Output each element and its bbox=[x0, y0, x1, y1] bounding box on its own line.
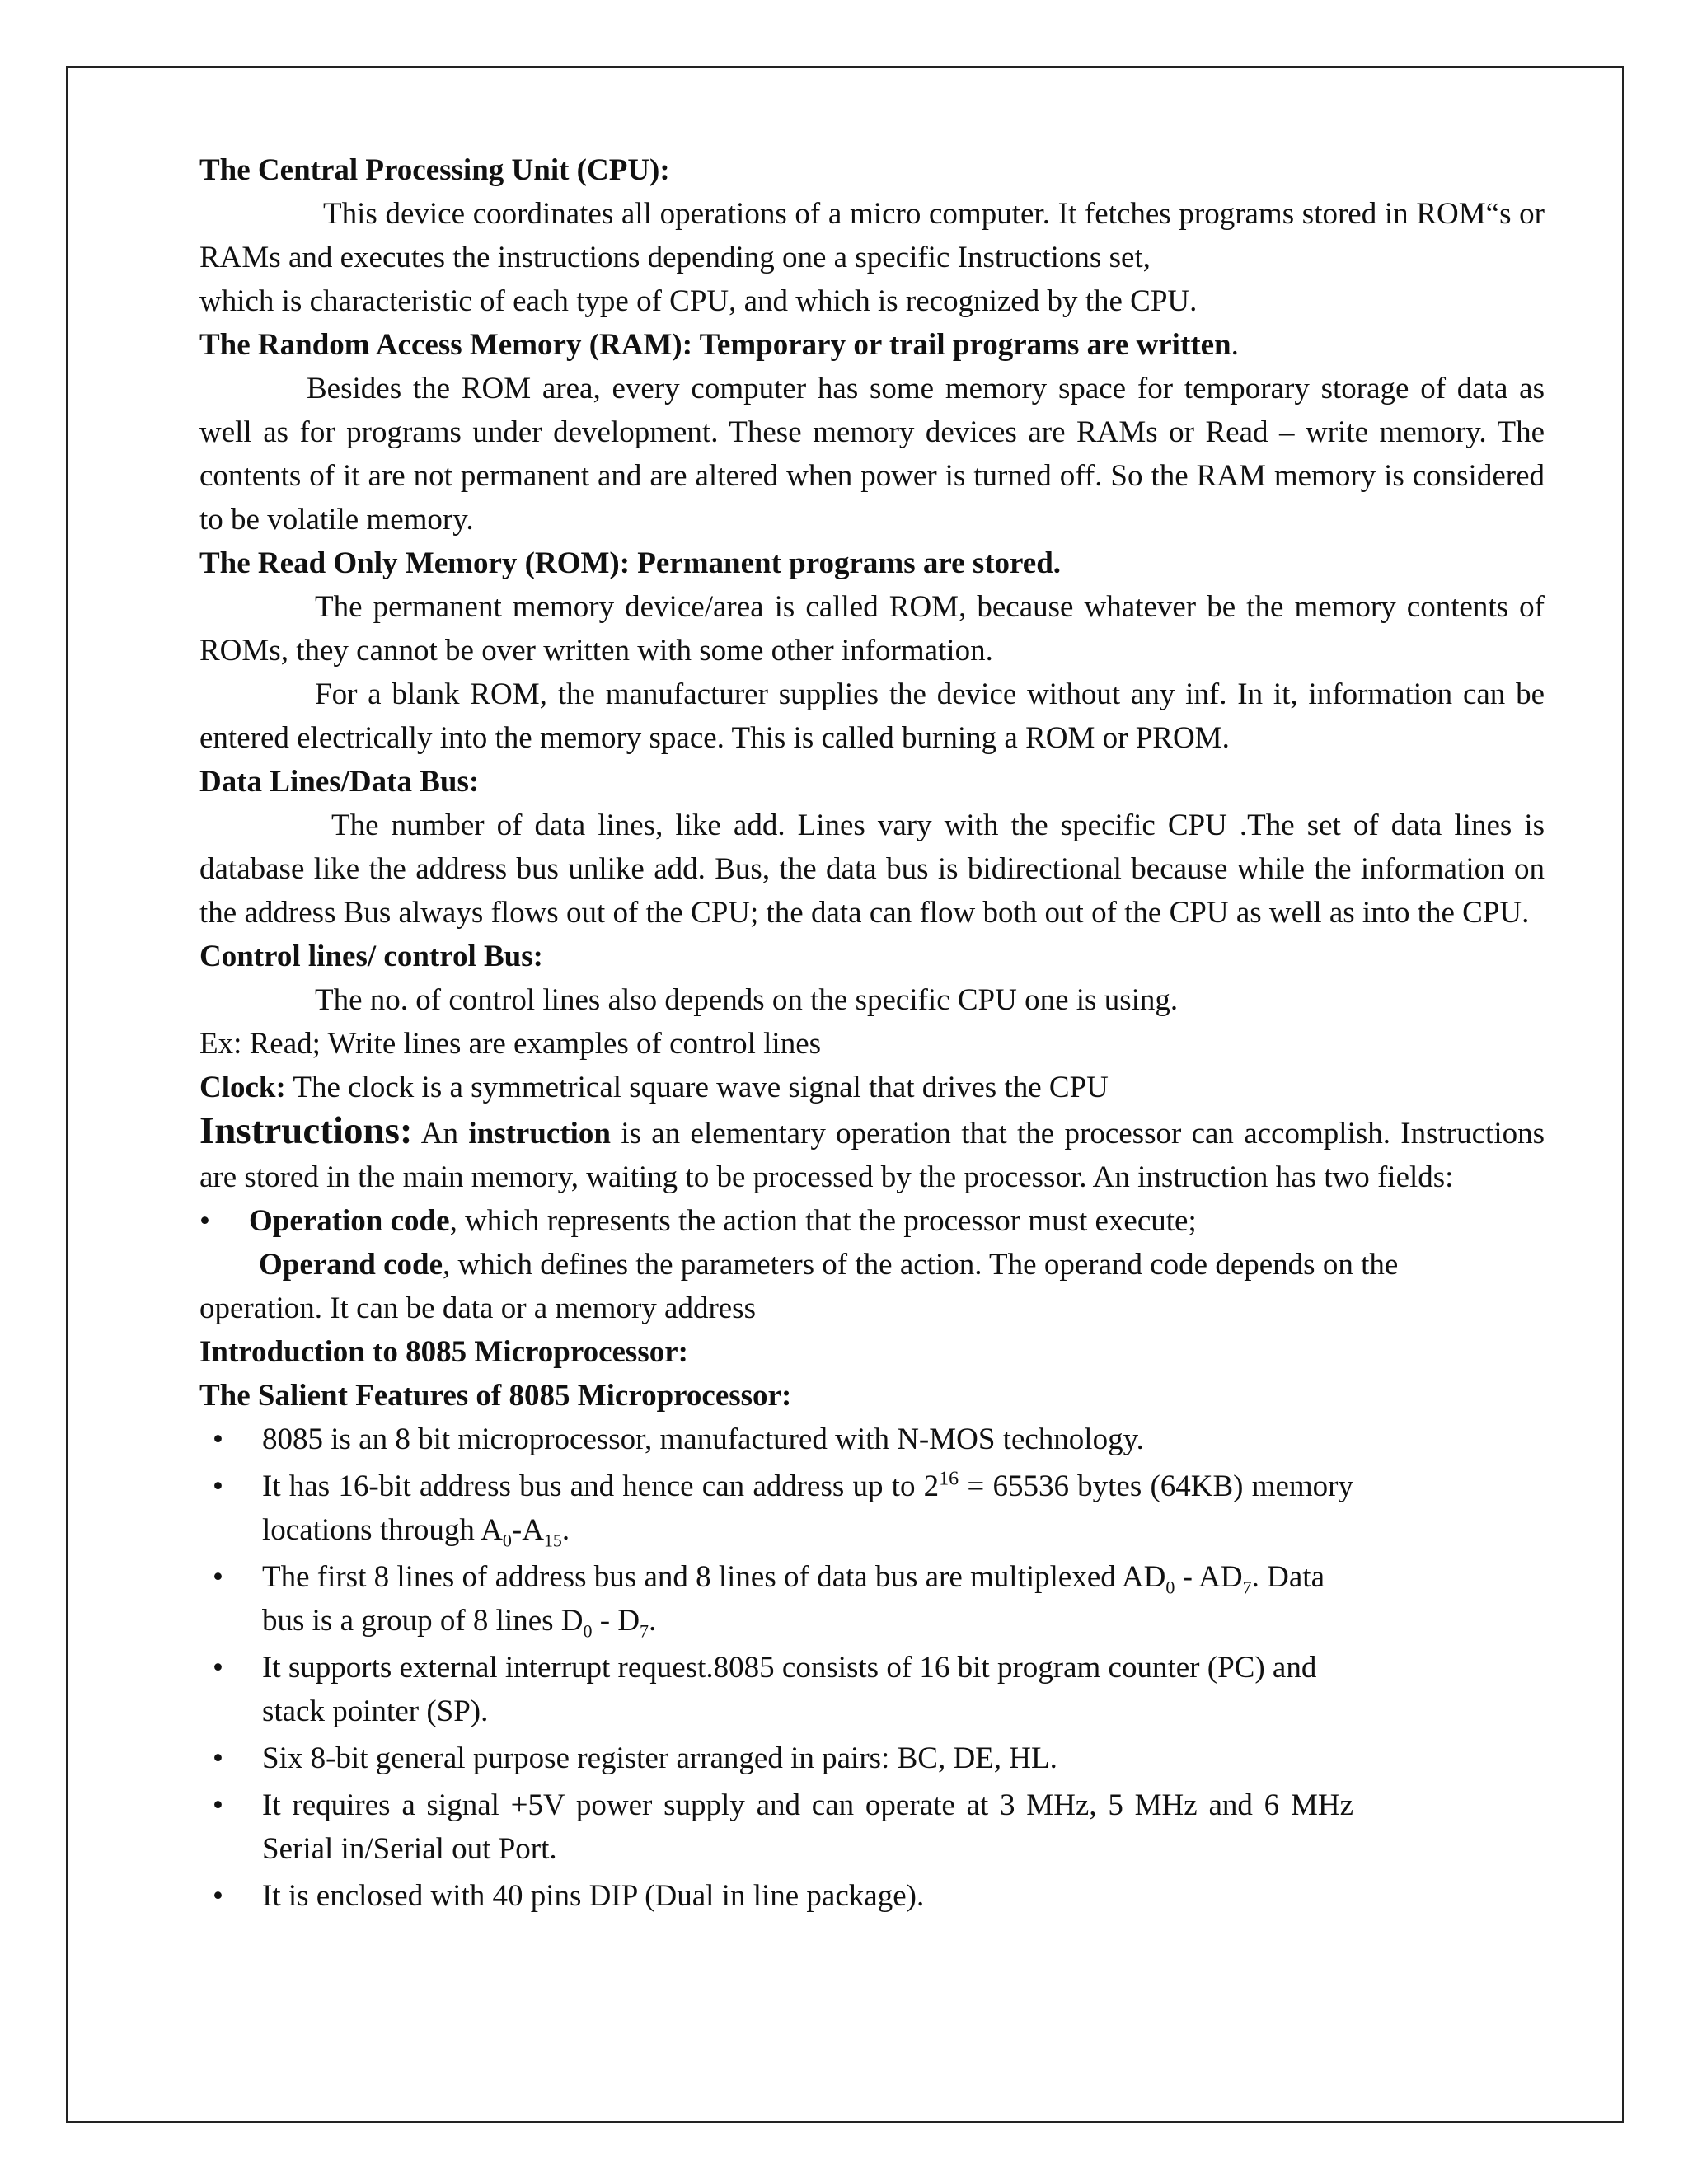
ram-heading-period: . bbox=[1231, 328, 1239, 362]
clock-line bbox=[199, 1066, 1545, 1109]
rom-heading: The Read Only Memory (ROM): Permanent programs are stored. bbox=[199, 546, 1062, 580]
clock-text: The clock is a symmetrical square wave signal that drives the CPU bbox=[285, 1071, 1109, 1104]
instruction-term: instruction bbox=[468, 1117, 612, 1151]
feature-text: = 65536 bytes (64KB) memory locations through A bbox=[262, 1469, 1353, 1547]
bullet-icon: • bbox=[213, 1879, 223, 1913]
list-item bbox=[199, 1736, 1353, 1780]
feature-text: - D bbox=[592, 1604, 640, 1638]
list-item bbox=[199, 1646, 1353, 1733]
feature-subscript: 7 bbox=[640, 1620, 649, 1642]
feature-superscript: 16 bbox=[939, 1468, 959, 1490]
feature-subscript: 0 bbox=[1165, 1577, 1175, 1598]
bullet-icon: • bbox=[213, 1788, 223, 1822]
feature-subscript: 0 bbox=[502, 1530, 512, 1551]
list-item bbox=[199, 1199, 1545, 1243]
feature-subscript: 7 bbox=[1242, 1577, 1252, 1598]
bullet-icon: • bbox=[213, 1469, 223, 1503]
cpu-heading: The Central Processing Unit (CPU): bbox=[199, 153, 670, 187]
instructions-paragraph bbox=[199, 1109, 1545, 1199]
instructions-text-b: is an elementary operation that the processor can accomplish. Instructions are stored in the main memory, waiting to be processed by the processor. An instruction has two fields: bbox=[199, 1117, 1545, 1194]
control-bus-heading: Control lines/ control Bus: bbox=[199, 940, 543, 973]
bullet-icon: • bbox=[213, 1651, 223, 1685]
instructions-label: Instructions: bbox=[199, 1109, 413, 1152]
feature-text: It supports external interrupt request.8085 consists of 16 bit program counter (PC) and stack pointer (SP). bbox=[262, 1651, 1317, 1728]
list-item bbox=[199, 1418, 1353, 1461]
opcode-text: , which represents the action that the processor must execute; bbox=[449, 1204, 1197, 1238]
feature-text: -A bbox=[511, 1513, 544, 1547]
list-item bbox=[199, 1555, 1353, 1643]
bullet-icon: • bbox=[199, 1204, 210, 1238]
control-bus-paragraph: The no. of control lines also depends on the specific CPU one is using. bbox=[315, 983, 1179, 1017]
features-heading: The Salient Features of 8085 Microprocessor: bbox=[199, 1379, 792, 1413]
operand-text-end: operation. It can be data or a memory address bbox=[199, 1291, 756, 1325]
feature-text: . bbox=[649, 1604, 657, 1638]
instructions-text-a: An bbox=[412, 1117, 469, 1151]
opcode-label: Operation code bbox=[249, 1204, 450, 1238]
instruction-fields-list bbox=[199, 1199, 1545, 1243]
feature-text: . bbox=[561, 1513, 570, 1547]
feature-text: . Data bus is a group of 8 lines D bbox=[262, 1560, 1325, 1638]
list-item bbox=[199, 1465, 1353, 1552]
ram-heading: The Random Access Memory (RAM): Temporary or trail programs are written bbox=[199, 328, 1231, 362]
operand-label: Operand code bbox=[259, 1248, 443, 1282]
features-list bbox=[199, 1418, 1353, 1918]
feature-text: Six 8-bit general purpose register arranged in pairs: BC, DE, HL. bbox=[262, 1741, 1057, 1775]
feature-text: 8085 is an 8 bit microprocessor, manufactured with N-MOS technology. bbox=[262, 1422, 1144, 1456]
rom-paragraph-2: For a blank ROM, the manufacturer supplies the device without any inf. In it, information can be entered electrically into the memory space. This is called burning a ROM or PROM. bbox=[199, 677, 1545, 755]
feature-text: It is enclosed with 40 pins DIP (Dual in line package). bbox=[262, 1879, 925, 1913]
document-body bbox=[199, 148, 1545, 1921]
feature-text: It has 16-bit address bus and hence can address up to 2 bbox=[262, 1469, 940, 1503]
data-bus-paragraph: The number of data lines, like add. Lines vary with the specific CPU .The set of data lines is database like the address bus unlike add. Bus, the data bus is bidirectional because while the information on the address Bus always flows out of the CPU; the data can flow both out of the CPU as well as into the CPU. bbox=[199, 808, 1545, 930]
bullet-icon: • bbox=[213, 1560, 223, 1594]
list-item bbox=[199, 1874, 1353, 1918]
clock-label: Clock: bbox=[199, 1071, 286, 1104]
intro-heading: Introduction to 8085 Microprocessor: bbox=[199, 1335, 688, 1369]
feature-text: The first 8 lines of address bus and 8 lines of data bus are multiplexed AD bbox=[262, 1560, 1166, 1594]
operand-line bbox=[199, 1243, 1545, 1286]
cpu-paragraph-end: which is characteristic of each type of CPU, and which is recognized by the CPU. bbox=[199, 284, 1198, 318]
feature-text: - AD bbox=[1175, 1560, 1243, 1594]
feature-subscript: 15 bbox=[543, 1530, 562, 1551]
bullet-icon: • bbox=[213, 1741, 223, 1775]
cpu-paragraph: This device coordinates all operations of a micro computer. It fetches programs stored in ROM“s or RAMs and executes the instructions depending one a specific Instructions set, bbox=[199, 197, 1545, 274]
rom-paragraph-1: The permanent memory device/area is called ROM, because whatever be the memory contents of ROMs, they cannot be over written with some other information. bbox=[199, 590, 1545, 668]
control-bus-example: Ex: Read; Write lines are examples of control lines bbox=[199, 1027, 822, 1061]
ram-heading-line bbox=[199, 323, 1545, 367]
bullet-icon: • bbox=[213, 1422, 223, 1456]
list-item bbox=[199, 1783, 1353, 1871]
ram-paragraph: Besides the ROM area, every computer has some memory space for temporary storage of data as well as for programs under development. These memory devices are RAMs or Read – write memory. The contents of it are not permanent and are altered when power is turned off. So the RAM memory is considered to be volatile memory. bbox=[199, 372, 1545, 537]
feature-text: It requires a signal +5V power supply and can operate at 3 MHz, 5 MHz and 6 MHz Serial in/Serial out Port. bbox=[262, 1788, 1353, 1866]
feature-subscript: 0 bbox=[583, 1620, 593, 1642]
operand-text: , which defines the parameters of the action. The operand code depends on the bbox=[443, 1248, 1399, 1282]
data-bus-heading: Data Lines/Data Bus: bbox=[199, 765, 480, 799]
